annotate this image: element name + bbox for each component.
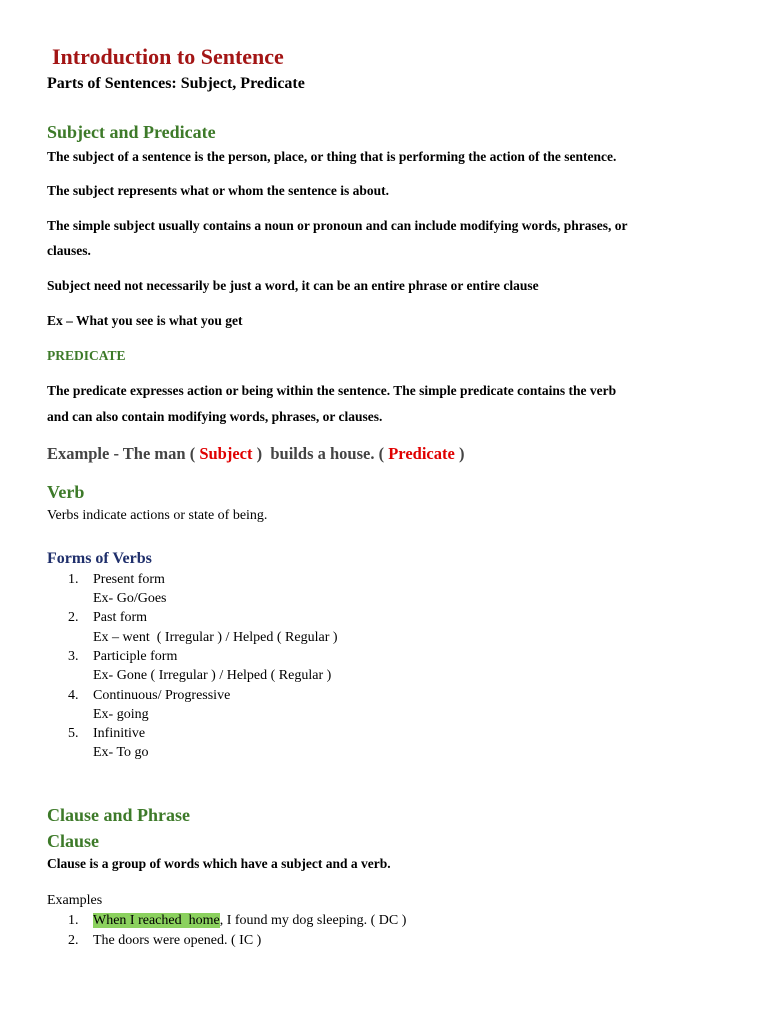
verb-description: Verbs indicate actions or state of being. xyxy=(47,508,268,523)
example-predicate: Predicate xyxy=(388,444,455,463)
examples-label: Examples xyxy=(47,893,103,908)
clause-definition: Clause is a group of words which have a subject and a verb. xyxy=(47,856,391,871)
list-item-label: Past form xyxy=(93,610,148,625)
list-item-example: Ex- Go/Goes xyxy=(93,591,167,606)
example-subject: Subject xyxy=(199,444,253,463)
paragraph-simple-subject-line2: clauses. xyxy=(47,243,91,258)
example-tail: ) xyxy=(454,444,465,463)
highlighted-clause: When I reached home xyxy=(93,913,220,928)
paragraph-subject-about: The subject represents what or whom the sentence is about. xyxy=(47,183,389,198)
list-item-example: Ex- Gone ( Irregular ) / Helped ( Regular ) xyxy=(93,668,332,683)
paragraph-subject-phrase: Subject need not necessarily be just a word, it can be an entire phrase or entire clause xyxy=(47,278,539,293)
list-item-label: Participle form xyxy=(93,649,178,664)
list-number: 1. xyxy=(68,913,79,928)
example-mid: ) builds a house. ( xyxy=(252,444,389,463)
example-sentence xyxy=(47,444,464,464)
section-heading-clause: Clause xyxy=(47,831,100,851)
page-subtitle: Parts of Sentences: Subject, Predicate xyxy=(47,75,305,92)
paragraph-subject-example: Ex – What you see is what you get xyxy=(47,313,243,328)
section-heading-forms-of-verbs: Forms of Verbs xyxy=(47,550,152,567)
example-lead: Example - The man ( xyxy=(47,444,200,463)
list-number: 3. xyxy=(68,649,79,664)
clause-remainder: , I found my dog sleeping. ( DC ) xyxy=(219,913,407,928)
list-number: 2. xyxy=(68,933,79,948)
list-item-text xyxy=(93,913,406,929)
predicate-label: PREDICATE xyxy=(47,348,126,363)
paragraph-predicate-line2: and can also contain modifying words, phrases, or clauses. xyxy=(47,409,383,424)
list-number: 1. xyxy=(68,572,79,587)
list-number: 4. xyxy=(68,688,79,703)
section-heading-subject-predicate: Subject and Predicate xyxy=(47,122,216,142)
paragraph-subject-definition: The subject of a sentence is the person, place, or thing that is performing the action of the sentence. xyxy=(47,149,617,164)
list-item-example: Ex- To go xyxy=(93,745,149,760)
list-number: 5. xyxy=(68,726,79,741)
list-item-example: Ex – went ( Irregular ) / Helped ( Regular ) xyxy=(93,630,338,645)
paragraph-simple-subject-line1: The simple subject usually contains a noun or pronoun and can include modifying words, phrases, or xyxy=(47,218,628,233)
list-item-label: Present form xyxy=(93,572,165,587)
list-number: 2. xyxy=(68,610,79,625)
list-item-example: Ex- going xyxy=(93,707,149,722)
list-item-label: Continuous/ Progressive xyxy=(93,688,231,703)
list-item-text: The doors were opened. ( IC ) xyxy=(93,933,262,948)
paragraph-predicate-line1: The predicate expresses action or being within the sentence. The simple predicate contains the verb xyxy=(47,383,617,398)
page-title: Introduction to Sentence xyxy=(52,44,284,69)
section-heading-verb: Verb xyxy=(47,482,85,502)
section-heading-clause-and-phrase: Clause and Phrase xyxy=(47,805,191,825)
list-item-label: Infinitive xyxy=(93,726,146,741)
